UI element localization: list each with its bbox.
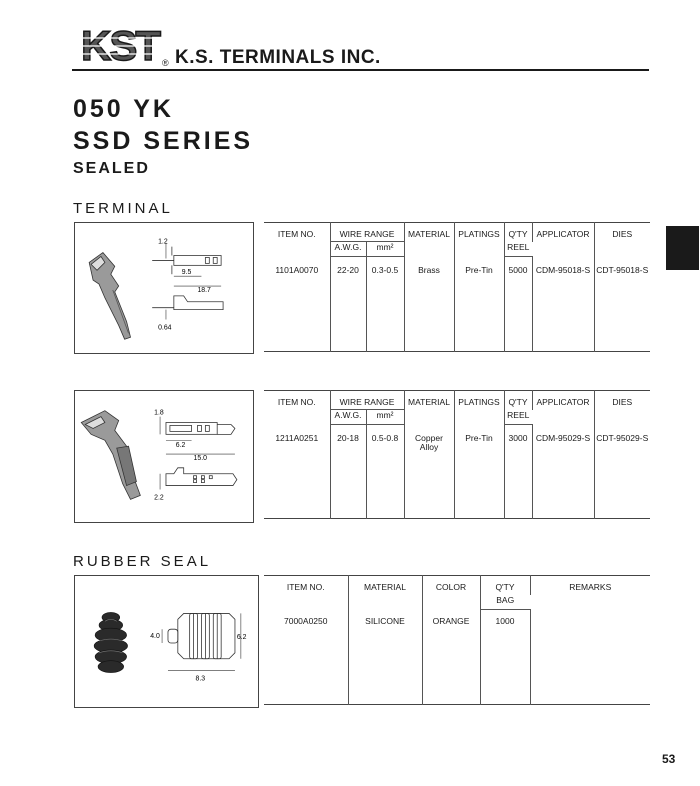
dim-2d: 2.2 — [154, 494, 164, 502]
series-title-line3: SEALED — [73, 160, 150, 177]
cell-qty: 1000 — [480, 610, 530, 705]
header-reel: REEL — [504, 410, 532, 425]
dim-2b: 6.2 — [175, 442, 186, 450]
terminal-1-illustration — [75, 223, 253, 353]
registered-mark: ® — [162, 58, 169, 68]
header-platings: PLATINGS — [454, 391, 504, 425]
table-row — [264, 257, 650, 352]
section-terminal-heading: TERMINAL — [73, 200, 173, 217]
dim-2c: 15.0 — [193, 454, 207, 462]
cell-platings: Pre-Tin — [454, 257, 504, 352]
cell-dies: CDT-95029-S — [596, 432, 649, 443]
dim-1b: 9.5 — [181, 269, 192, 277]
cell-item-no: 1211A0251 — [264, 425, 330, 519]
kst-logo — [72, 22, 168, 68]
cell-mm2: 0.3-0.5 — [366, 257, 404, 352]
dim-seal-c: 8.3 — [195, 675, 206, 683]
terminal-spec-table-2 — [264, 390, 650, 519]
cell-platings: Pre-Tin — [454, 425, 504, 519]
header-bag: BAG — [480, 595, 530, 610]
header-awg: A.W.G. — [330, 410, 366, 425]
header-reel: REEL — [504, 242, 532, 257]
dim-seal-a: 4.0 — [150, 633, 160, 641]
header-qty: Q'TY — [504, 223, 532, 242]
logo-lettering: KST — [81, 22, 159, 68]
terminal-1-photo — [89, 253, 130, 340]
cell-item-no: 7000A0250 — [264, 610, 348, 705]
cell-awg: 20-18 — [330, 425, 366, 519]
cell-material: Brass — [404, 257, 454, 352]
series-title-line1: 050 YK — [73, 95, 174, 123]
series-title-line2: SSD SERIES — [73, 127, 254, 155]
header-wire-range: WIRE RANGE — [330, 391, 404, 410]
cell-item-no: 1101A0070 — [264, 257, 330, 352]
terminal-spec-table-1 — [264, 222, 650, 352]
header-color: COLOR — [422, 576, 480, 610]
cell-material: Copper Alloy — [404, 425, 454, 519]
header-item-no: ITEM NO. — [264, 223, 330, 257]
terminal-drawing-1 — [74, 222, 254, 354]
header-awg: A.W.G. — [330, 242, 366, 257]
header-divider — [72, 69, 649, 71]
section-rubber-seal-heading: RUBBER SEAL — [73, 553, 212, 570]
dim-seal-b: 6.2 — [236, 634, 247, 642]
table-row — [264, 425, 650, 519]
rubber-seal-side-view — [168, 613, 235, 658]
header-material: MATERIAL — [404, 223, 454, 257]
header-applicator: APPLICATOR — [532, 391, 594, 425]
rubber-seal-illustration — [75, 576, 258, 707]
dim-1a: 1.2 — [158, 238, 168, 246]
header-item-no: ITEM NO. — [264, 391, 330, 425]
cell-qty: 3000 — [504, 425, 532, 519]
cell-remarks — [530, 610, 650, 705]
cell-awg: 22-20 — [330, 257, 366, 352]
cell-applicator: CDM-95018-S — [532, 257, 594, 352]
table-row — [264, 610, 650, 705]
terminal-2-photo — [81, 411, 140, 500]
terminal-2-illustration — [75, 391, 253, 522]
cell-mm2: 0.5-0.8 — [366, 425, 404, 519]
terminal-1-side-view — [152, 247, 223, 310]
header-dies: DIES — [612, 397, 633, 407]
dim-1c: 18.7 — [197, 286, 211, 294]
header-qty: Q'TY — [480, 576, 530, 595]
cell-qty: 5000 — [504, 257, 532, 352]
header-platings: PLATINGS — [454, 223, 504, 257]
cell-color: ORANGE — [422, 610, 480, 705]
header-mm2: mm² — [366, 410, 404, 425]
dim-2a: 1.8 — [154, 409, 164, 417]
header-qty: Q'TY — [504, 391, 532, 410]
rubber-seal-photo — [94, 612, 127, 672]
header-material: MATERIAL — [404, 391, 454, 425]
header-remarks: REMARKS — [569, 582, 612, 592]
dim-1d: 0.64 — [158, 324, 172, 332]
header-applicator: APPLICATOR — [532, 223, 594, 257]
cell-dies: CDT-95018-S — [596, 264, 649, 275]
company-name: K.S. TERMINALS INC. — [175, 47, 381, 68]
cell-material: SILICONE — [348, 610, 422, 705]
rubber-seal-spec-table — [264, 575, 650, 705]
header-material: MATERIAL — [348, 576, 422, 610]
cell-applicator: CDM-95029-S — [532, 425, 594, 519]
terminal-drawing-2 — [74, 390, 254, 523]
header-dies: DIES — [612, 229, 633, 239]
rubber-seal-drawing — [74, 575, 259, 708]
kst-logo-mark — [72, 22, 168, 68]
header-item-no: ITEM NO. — [264, 576, 348, 610]
header-mm2: mm² — [366, 242, 404, 257]
page-edge-tab — [666, 226, 699, 270]
page-number: 53 — [662, 752, 676, 766]
header-wire-range: WIRE RANGE — [330, 223, 404, 242]
